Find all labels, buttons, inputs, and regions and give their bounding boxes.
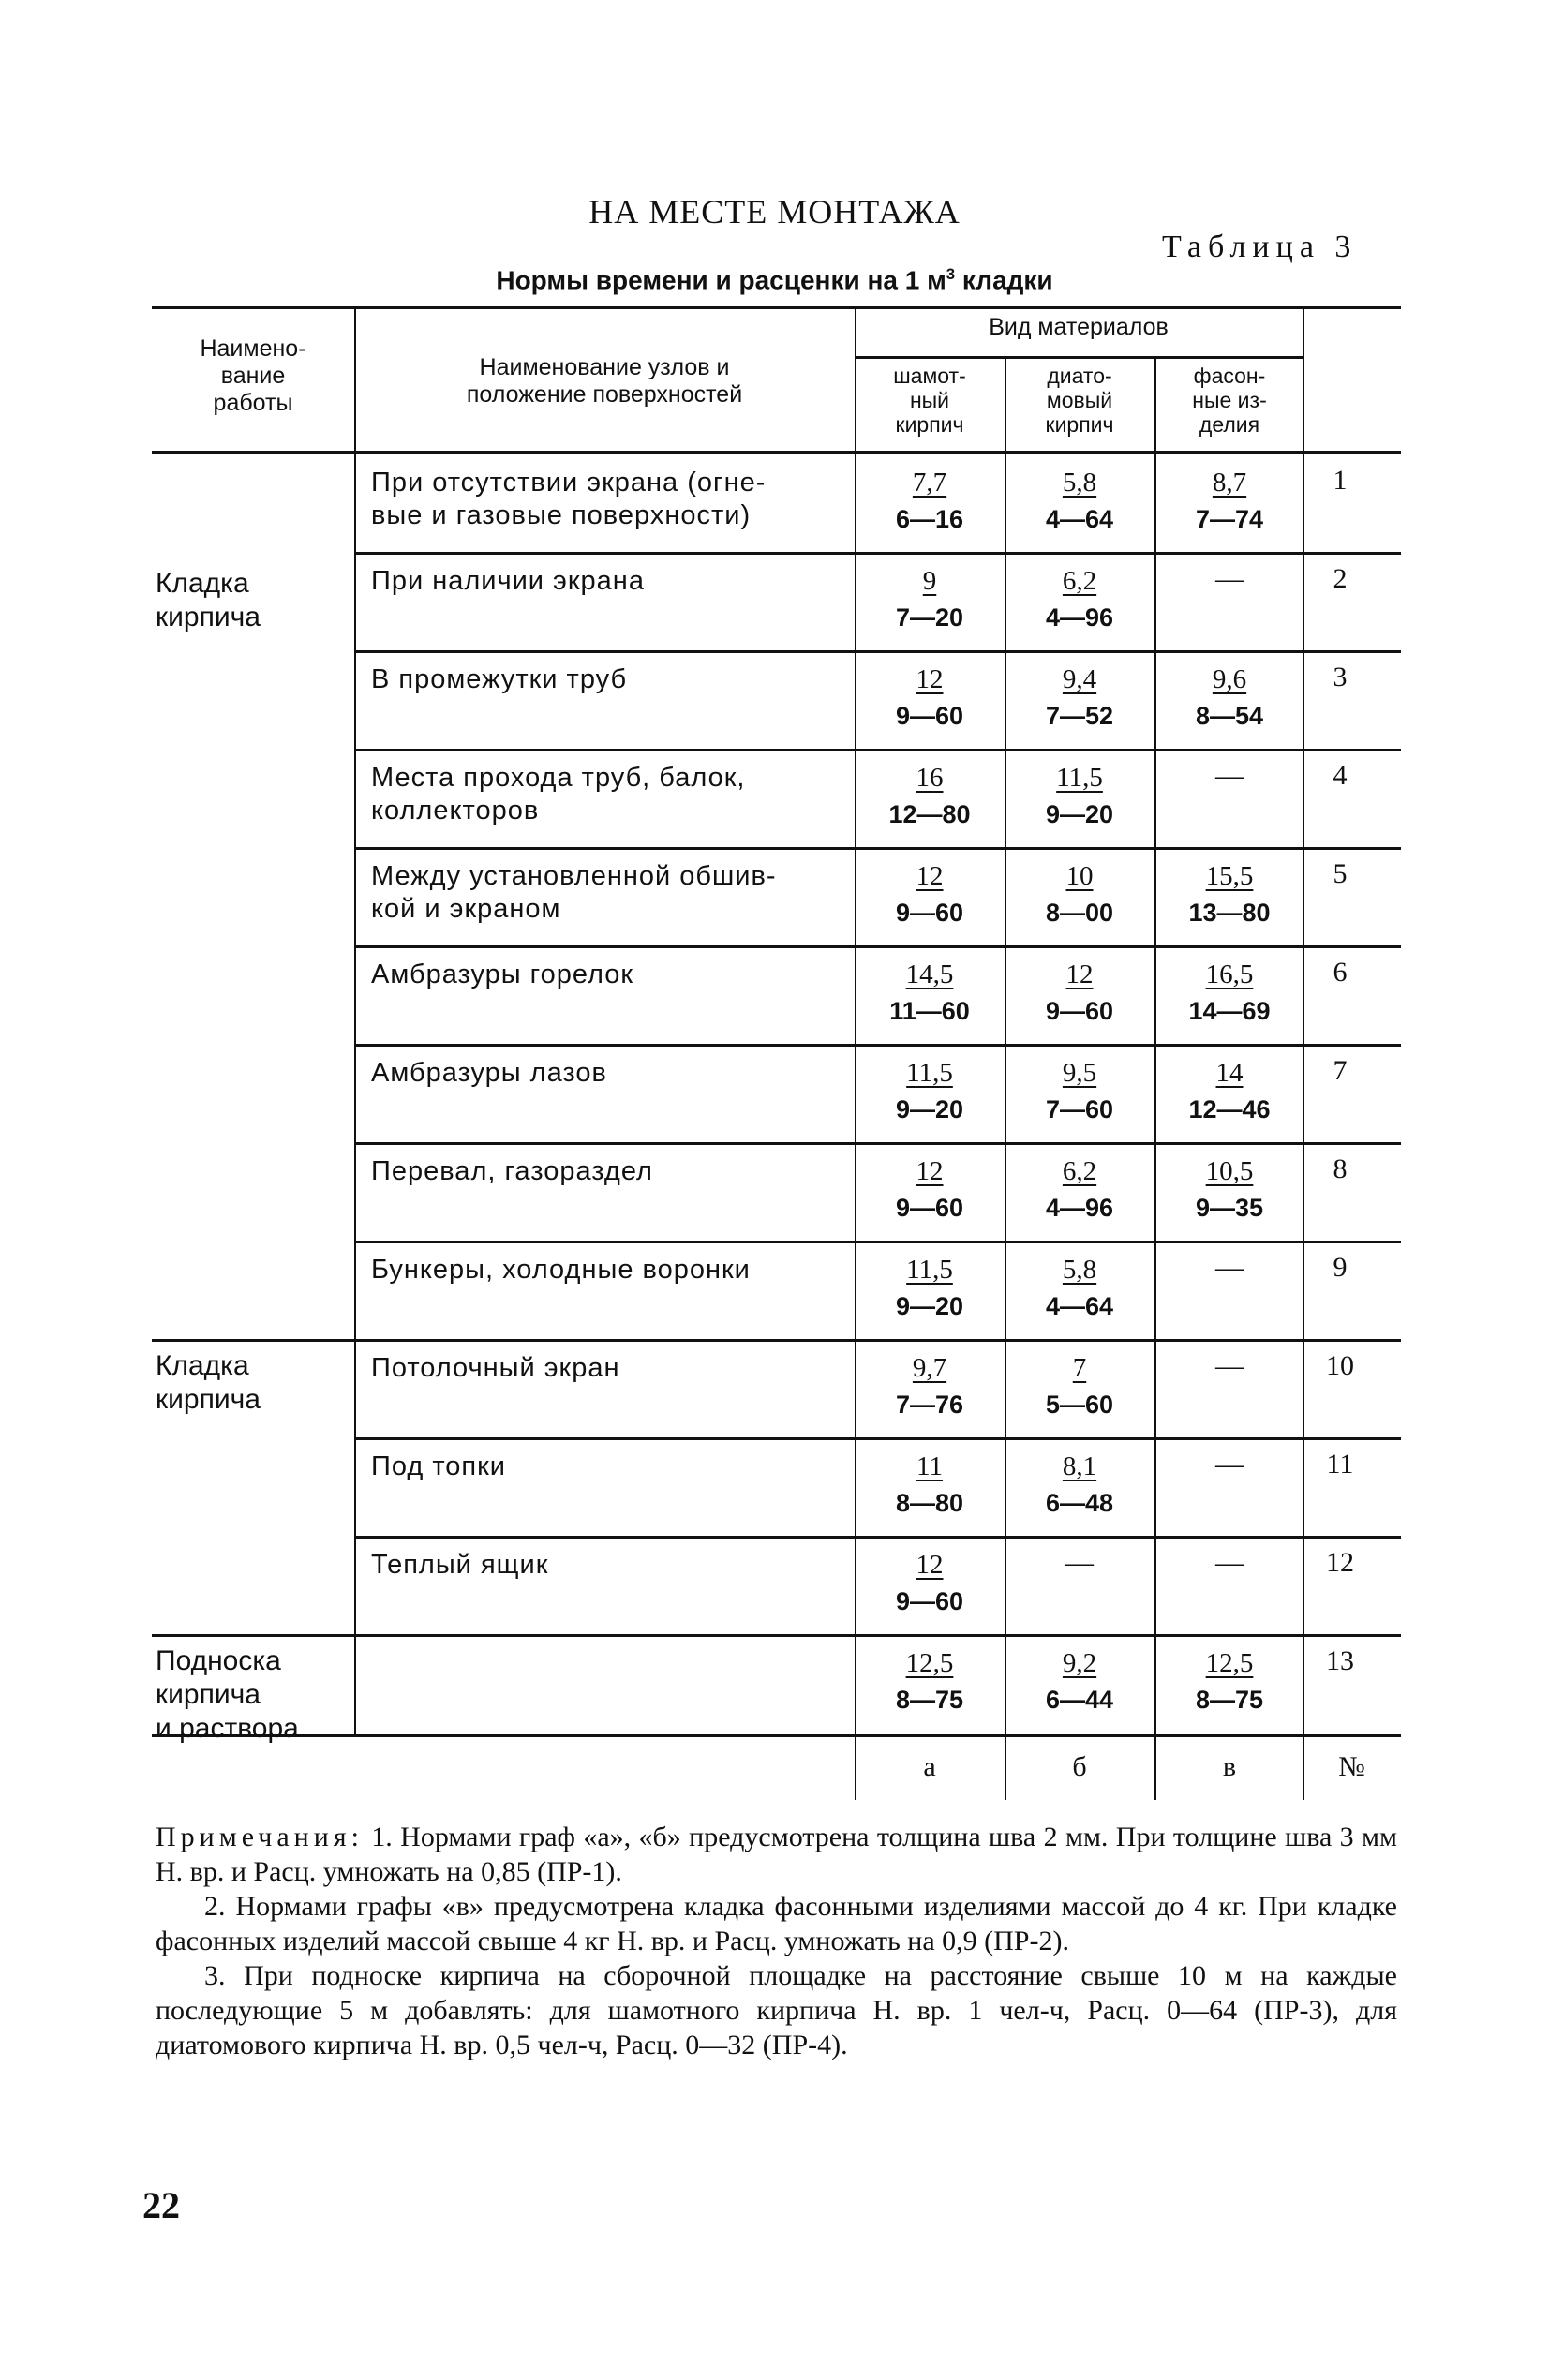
row-6-value-b <box>1005 957 1154 1030</box>
column-letter-2: б <box>1072 1751 1087 1782</box>
caption-superscript: 3 <box>946 265 956 283</box>
rate: 12—80 <box>888 800 971 828</box>
work-group-2: Кладка кирпича <box>156 1350 261 1415</box>
header-material-3: фасон- ные из- делия <box>1192 364 1267 437</box>
header-work-name: Наимено- вание работы <box>200 335 306 416</box>
row-12-value-v-empty: — <box>1215 1547 1244 1578</box>
row-4-value-v-empty: — <box>1215 760 1244 791</box>
rate: 9—60 <box>895 899 964 927</box>
row-2-number: 2 <box>1333 563 1348 594</box>
row-3-description: В промежутки труб <box>371 664 628 694</box>
rate: 8—80 <box>895 1489 964 1517</box>
time-norm: 6,2 <box>1062 566 1097 596</box>
time-norm: 12 <box>916 861 944 891</box>
rate: 13—80 <box>1188 899 1271 927</box>
rate: 4—96 <box>1045 1194 1114 1222</box>
row-13-value-a <box>855 1645 1005 1718</box>
time-norm: 9 <box>922 566 937 596</box>
time-norm: 8,7 <box>1212 468 1247 498</box>
time-norm: 9,7 <box>912 1353 947 1383</box>
row-5-description: Между установленной обшив- кой и экраном <box>371 861 777 924</box>
row-2-description: При наличии экрана <box>371 566 645 596</box>
row-8-number: 8 <box>1333 1153 1348 1184</box>
row-2-value-a <box>855 563 1005 636</box>
rate: 9—60 <box>895 702 964 730</box>
rate: 6—48 <box>1045 1489 1114 1517</box>
row-7-value-a <box>855 1055 1005 1128</box>
row-9-value-a <box>855 1252 1005 1325</box>
time-norm: 11,5 <box>906 1058 953 1088</box>
row-12-description: Теплый ящик <box>371 1550 549 1580</box>
row-separator <box>354 650 1401 653</box>
row-4-value-a <box>855 760 1005 833</box>
time-norm: 12,5 <box>1205 1648 1254 1678</box>
row-3-number: 3 <box>1333 662 1348 692</box>
rate: 7—60 <box>1045 1095 1114 1123</box>
row-6-number: 6 <box>1333 957 1348 988</box>
group-separator <box>152 1634 1401 1637</box>
rate: 8—75 <box>895 1686 964 1714</box>
row-4-number: 4 <box>1333 760 1348 791</box>
time-norm: 10,5 <box>1205 1156 1254 1186</box>
row-13-value-b <box>1005 1645 1154 1718</box>
time-norm: 6,2 <box>1062 1156 1097 1186</box>
note-3: 3. При подноске кирпича на сборочной площадке на расстояние свыше 10 м на каждые последующие 5 м добавлять: для шамотного кирпича Н. вр. 1 чел-ч, Расц. 0—64 (ПР-3), для диатомового кирпича Н. вр. 0,5 чел-ч, Расц. 0—32 (ПР-4). <box>156 1960 1397 2060</box>
note-1-text: 1. Нормами граф «а», «б» предусмотрена толщина шва 2 мм. При толщине шва 3 мм Н. вр. и Расц. умножать на 0,85 (ПР-1). <box>156 1822 1397 1887</box>
row-1-value-b <box>1005 465 1154 538</box>
time-norm: 7 <box>1072 1353 1087 1383</box>
time-norm: 14,5 <box>905 959 954 989</box>
row-separator <box>354 749 1401 751</box>
time-norm: 10 <box>1065 861 1094 891</box>
notes <box>156 1820 1397 2062</box>
time-norm: 12 <box>916 1156 944 1186</box>
row-separator <box>354 945 1401 948</box>
header-bottom-border <box>152 451 1401 454</box>
rate: 9—35 <box>1195 1194 1264 1222</box>
rate: 8—54 <box>1195 702 1264 730</box>
rate: 5—60 <box>1045 1391 1114 1419</box>
column-letter-1: а <box>923 1751 936 1782</box>
time-norm: 5,8 <box>1062 1255 1097 1285</box>
material-group-divider <box>855 356 1303 359</box>
time-norm: 5,8 <box>1062 468 1097 498</box>
rate: 9—60 <box>895 1194 964 1222</box>
row-separator <box>354 847 1401 850</box>
rate: 9—20 <box>895 1095 964 1123</box>
table-label: Таблица 3 <box>1162 230 1358 264</box>
row-3-value-v <box>1154 662 1304 735</box>
row-1-value-a <box>855 465 1005 538</box>
row-11-value-v-empty: — <box>1215 1449 1244 1480</box>
row-9-value-b <box>1005 1252 1154 1325</box>
row-7-value-v <box>1154 1055 1304 1128</box>
rate: 9—20 <box>895 1292 964 1320</box>
header-node-name: Наименование узлов и положение поверхностей <box>466 354 743 408</box>
row-separator <box>354 1142 1401 1145</box>
row-10-number: 10 <box>1326 1350 1354 1381</box>
rate: 9—60 <box>895 1587 964 1615</box>
row-3-value-a <box>855 662 1005 735</box>
rate: 6—44 <box>1045 1686 1114 1714</box>
table-caption <box>0 265 1549 295</box>
rate: 4—64 <box>1045 505 1114 533</box>
time-norm: 12 <box>916 664 944 694</box>
row-8-value-v <box>1154 1153 1304 1227</box>
rate: 12—46 <box>1188 1095 1271 1123</box>
row-1-value-v <box>1154 465 1304 538</box>
row-10-value-a <box>855 1350 1005 1423</box>
time-norm: 11,5 <box>906 1255 953 1285</box>
time-norm: 15,5 <box>1205 861 1254 891</box>
caption-tail: кладки <box>955 265 1053 295</box>
row-1-number: 1 <box>1333 465 1348 496</box>
row-12-value-b-empty: — <box>1065 1547 1094 1578</box>
time-norm: 16,5 <box>1205 959 1254 989</box>
row-8-value-b <box>1005 1153 1154 1227</box>
group-separator <box>152 1339 1401 1342</box>
time-norm: 12 <box>1065 959 1094 989</box>
time-norm: 9,4 <box>1062 664 1097 694</box>
row-9-value-v-empty: — <box>1215 1252 1244 1283</box>
note-2: 2. Нормами графы «в» предусмотрена кладка фасонными изделиями массой до 4 кг. При кладке фасонных изделий массой свыше 4 кг Н. вр. и Расц. умножать на 0,9 (ПР-2). <box>156 1891 1397 1956</box>
caption-main: Нормы времени и расценки на 1 м <box>496 265 946 295</box>
row-2-value-v-empty: — <box>1215 563 1244 594</box>
row-5-value-v <box>1154 858 1304 931</box>
rate: 7—76 <box>895 1391 964 1419</box>
row-7-description: Амбразуры лазов <box>371 1058 607 1088</box>
row-separator <box>354 552 1401 555</box>
rate: 8—75 <box>1195 1686 1264 1714</box>
row-5-value-a <box>855 858 1005 931</box>
row-12-value-a <box>855 1547 1005 1620</box>
row-10-value-b <box>1005 1350 1154 1423</box>
row-3-value-b <box>1005 662 1154 735</box>
column-letter-3: в <box>1222 1751 1237 1782</box>
note-1 <box>156 1820 1397 1889</box>
row-11-description: Под топки <box>371 1451 506 1481</box>
row-7-number: 7 <box>1333 1055 1348 1086</box>
row-13-value-v <box>1154 1645 1304 1718</box>
time-norm: 7,7 <box>912 468 947 498</box>
column-divider-work <box>354 306 356 1734</box>
row-10-description: Потолочный экран <box>371 1353 620 1383</box>
row-9-number: 9 <box>1333 1252 1348 1283</box>
work-group-1: Кладка кирпича <box>156 568 261 632</box>
row-2-value-b <box>1005 563 1154 636</box>
rate: 4—64 <box>1045 1292 1114 1320</box>
row-separator <box>354 1044 1401 1047</box>
time-norm: 11 <box>916 1451 943 1481</box>
row-11-value-b <box>1005 1449 1154 1522</box>
row-separator <box>354 1241 1401 1243</box>
row-12-number: 12 <box>1326 1547 1354 1578</box>
time-norm: 12,5 <box>905 1648 954 1678</box>
section-title: НА МЕСТЕ МОНТАЖА <box>588 193 961 231</box>
row-9-description: Бункеры, холодные воронки <box>371 1255 751 1285</box>
time-norm: 9,6 <box>1212 664 1247 694</box>
row-5-number: 5 <box>1333 858 1348 889</box>
rate: 6—16 <box>895 505 964 533</box>
rate: 7—52 <box>1045 702 1114 730</box>
rate: 9—60 <box>1045 997 1114 1025</box>
rate: 9—20 <box>1045 800 1114 828</box>
row-1-description: При отсутствии экрана (огне- вые и газовые поверхности) <box>371 468 767 530</box>
row-6-value-v <box>1154 957 1304 1030</box>
row-separator <box>354 1536 1401 1539</box>
time-norm: 14 <box>1215 1058 1244 1088</box>
row-6-value-a <box>855 957 1005 1030</box>
time-norm: 9,5 <box>1062 1058 1097 1088</box>
header-material-group: Вид материалов <box>989 314 1169 340</box>
rate: 11—60 <box>889 997 970 1025</box>
row-4-value-b <box>1005 760 1154 833</box>
rate: 4—96 <box>1045 603 1114 632</box>
time-norm: 11,5 <box>1056 763 1103 793</box>
rate: 14—69 <box>1188 997 1271 1025</box>
time-norm: 16 <box>916 763 944 793</box>
rate: 8—00 <box>1045 899 1114 927</box>
page-number: 22 <box>142 2184 180 2226</box>
row-13-number: 13 <box>1326 1645 1354 1676</box>
header-material-1: шамот- ный кирпич <box>893 364 966 437</box>
row-separator <box>354 1437 1401 1440</box>
row-10-value-v-empty: — <box>1215 1350 1244 1381</box>
column-letter-4: № <box>1338 1751 1365 1782</box>
rate: 7—20 <box>895 603 964 632</box>
rate: 7—74 <box>1195 505 1264 533</box>
row-8-value-a <box>855 1153 1005 1227</box>
row-11-number: 11 <box>1326 1449 1354 1480</box>
row-5-value-b <box>1005 858 1154 931</box>
row-8-description: Перевал, газораздел <box>371 1156 653 1186</box>
time-norm: 8,1 <box>1062 1451 1097 1481</box>
row-6-description: Амбразуры горелок <box>371 959 634 989</box>
header-material-2: диато- мовый кирпич <box>1045 364 1114 437</box>
time-norm: 9,2 <box>1062 1648 1097 1678</box>
time-norm: 12 <box>916 1550 944 1580</box>
row-11-value-a <box>855 1449 1005 1522</box>
notes-label: Примечания: <box>156 1822 364 1852</box>
table-top-border <box>152 306 1401 309</box>
row-4-description: Места прохода труб, балок, коллекторов <box>371 763 746 826</box>
work-group-3: Подноска кирпича и раствора <box>156 1645 299 1744</box>
row-7-value-b <box>1005 1055 1154 1128</box>
